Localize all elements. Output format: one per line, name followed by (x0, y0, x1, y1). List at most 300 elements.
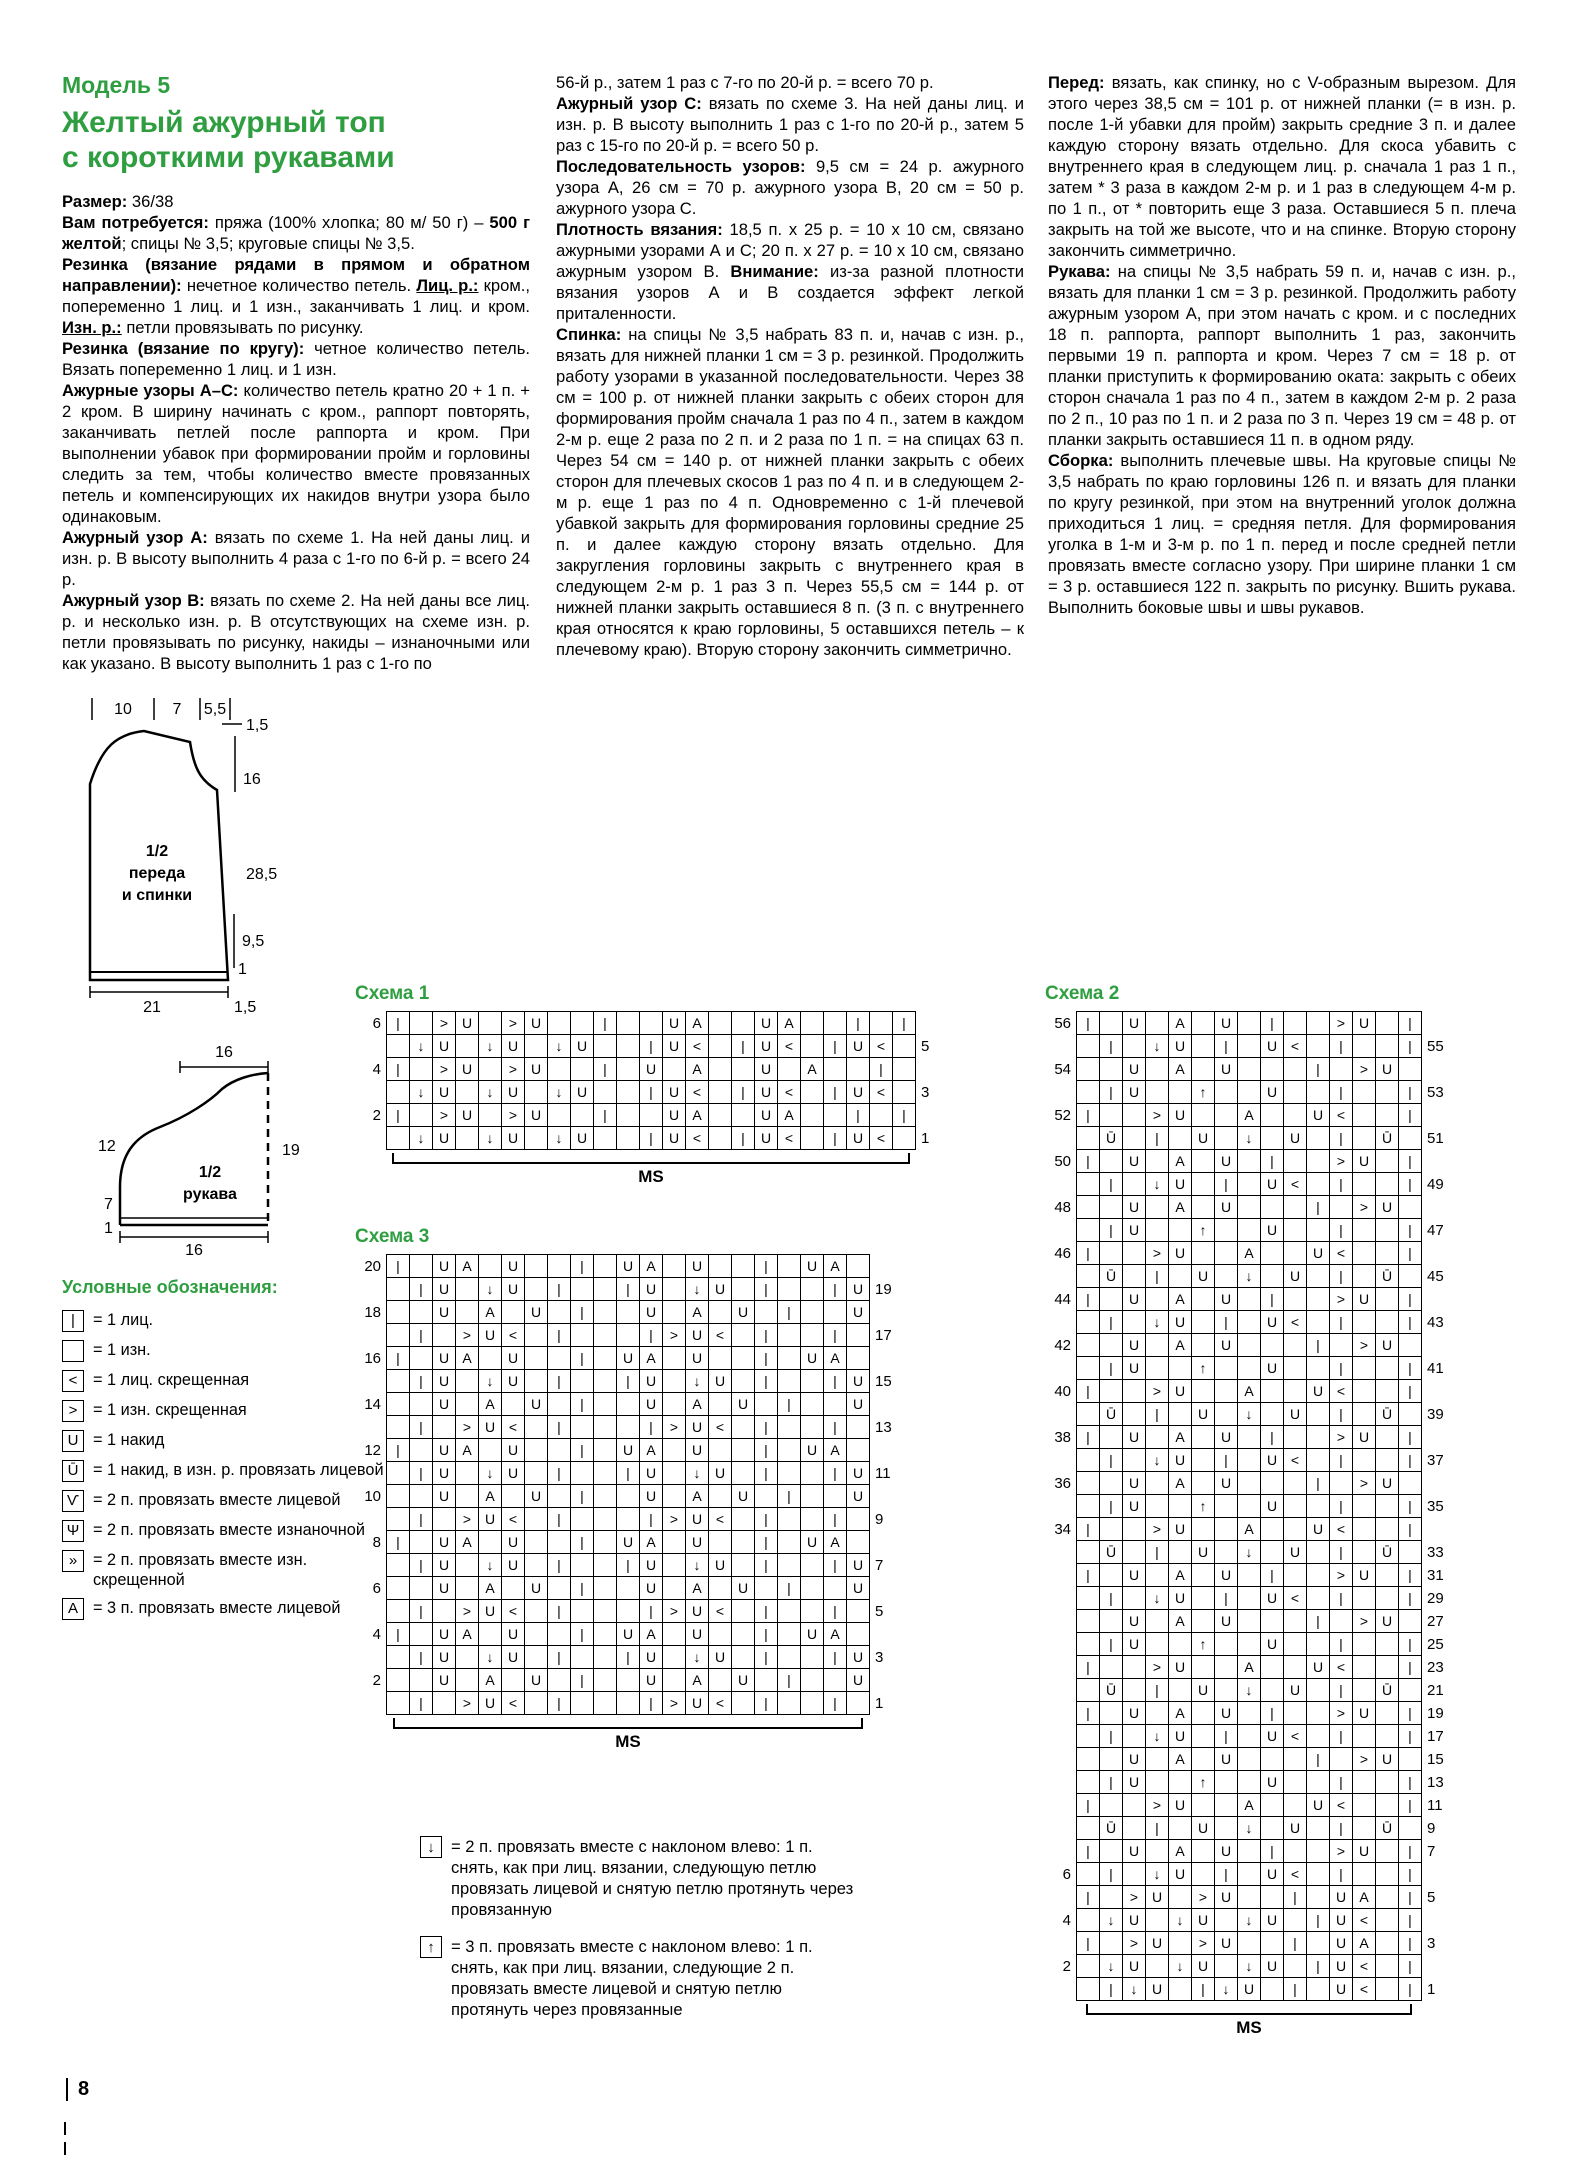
chart-cell (616, 1103, 640, 1127)
chart-cell: U (524, 1576, 548, 1600)
chart-cell (547, 1392, 571, 1416)
chart-cell: U (1329, 1954, 1353, 1978)
chart-cell (662, 1576, 686, 1600)
chart-cell: | (1283, 1977, 1307, 2001)
chart-cell: < (1329, 1103, 1353, 1127)
chart-cell: < (1283, 1448, 1307, 1472)
chart-cell: | (754, 1691, 778, 1715)
ms-label: MS (638, 1167, 664, 1186)
row-number-right: 5 (1427, 1888, 1436, 1906)
chart-cell: | (1329, 1770, 1353, 1794)
chart-cell: U (570, 1126, 594, 1150)
paragraph (556, 219, 1024, 324)
chart-cell: | (1398, 1793, 1422, 1817)
chart-cell (386, 1599, 410, 1623)
chart-cell (547, 1103, 571, 1127)
chart-cell: A (1352, 1885, 1376, 1909)
chart-cell (501, 1668, 525, 1692)
chart-cell: | (1214, 1862, 1238, 1886)
row-number-right: 11 (875, 1464, 891, 1482)
chart-cell (731, 1530, 755, 1554)
chart-cell (892, 1126, 916, 1150)
chart-cell: | (1398, 1103, 1422, 1127)
chart-cell (1214, 1241, 1238, 1265)
chart-cell (1260, 1103, 1284, 1127)
chart-row (1045, 1701, 1453, 1725)
chart-cell (1145, 1080, 1169, 1104)
chart-cell: U (570, 1034, 594, 1058)
chart-cell: ↓ (1145, 1172, 1169, 1196)
chart-cell: U (1122, 1080, 1146, 1104)
chart-cell (1076, 1494, 1100, 1518)
chart-row (355, 1530, 901, 1554)
chart-cell: U (1260, 1908, 1284, 1932)
text-run: Резинка (вязание по кругу): (62, 339, 315, 358)
chart-cell (1306, 1011, 1330, 1035)
chart-cell: | (1214, 1448, 1238, 1472)
chart-cell: > (455, 1599, 479, 1623)
chart-cell: ↓ (1145, 1310, 1169, 1334)
chart-cell (731, 1622, 755, 1646)
chart-cells (1076, 1954, 1422, 1978)
title-line1: Желтый ажурный топ (62, 106, 386, 139)
chart-cell: | (1076, 1241, 1100, 1265)
chart-cell: U (432, 1576, 456, 1600)
chart-cell: ↓ (478, 1277, 502, 1301)
chart-cell: < (1283, 1172, 1307, 1196)
chart-cell: | (1076, 1517, 1100, 1541)
chart-cell (1191, 1517, 1215, 1541)
chart-cell (1099, 1149, 1123, 1173)
chart-cell: | (777, 1300, 801, 1324)
chart-cell: U (639, 1369, 663, 1393)
chart-cell (892, 1057, 916, 1081)
chart-cell (409, 1622, 433, 1646)
chart-cell (1076, 1310, 1100, 1334)
legend-note-text: = 2 п. провязать вместе с наклоном влево: 1 п. снять, как при лиц. вязании, следующую петлю провязать лицевой и снятую петлю протянуть через провязанную (451, 1837, 854, 1919)
chart-cell (1329, 1195, 1353, 1219)
chart-row (1045, 1632, 1453, 1656)
chart-cell: < (1283, 1724, 1307, 1748)
chart-cell (846, 1622, 870, 1646)
chart-cell: | (570, 1668, 594, 1692)
chart-cell: | (754, 1553, 778, 1577)
chart-cell: A (455, 1530, 479, 1554)
chart-cells (1076, 1011, 1422, 1035)
chart-cell (455, 1126, 479, 1150)
chart-cell: U (1352, 1563, 1376, 1587)
chart-cell: U (731, 1668, 755, 1692)
text-run: 500 г желтой (62, 213, 530, 253)
chart-cell (1145, 1908, 1169, 1932)
chart-cell: U (1145, 1885, 1169, 1909)
chart-cell (1260, 1195, 1284, 1219)
chart-cell (1122, 1678, 1146, 1702)
chart-cell (1237, 1563, 1261, 1587)
chart-cell (708, 1103, 732, 1127)
chart-cell: > (1145, 1655, 1169, 1679)
chart-cell (1122, 1241, 1146, 1265)
chart-cell: U (731, 1576, 755, 1600)
symbol-box: < (62, 1370, 84, 1392)
text-run: Рукава: (1048, 262, 1118, 281)
chart-cell (639, 1011, 663, 1035)
chart-cell: < (777, 1034, 801, 1058)
chart-cell (1099, 1839, 1123, 1863)
chart-cell (662, 1254, 686, 1278)
chart-cell (1375, 1563, 1399, 1587)
legend-item (62, 1598, 402, 1620)
row-number-left: 6 (372, 1579, 381, 1597)
chart-cell (1375, 1310, 1399, 1334)
row-number-right: 29 (1427, 1589, 1444, 1607)
chart-cell: Ū (1375, 1540, 1399, 1564)
chart-cell: U (1168, 1586, 1192, 1610)
chart-cell: < (1283, 1586, 1307, 1610)
chart-cell (593, 1323, 617, 1347)
chart-cell (1375, 1103, 1399, 1127)
chart-cell (708, 1126, 732, 1150)
ms-line (393, 1719, 863, 1729)
chart-cell (1168, 1632, 1192, 1656)
text-run: 9,5 см = 24 р. ажурного узора А, 26 см = 70 р. ажурного узора В, 20 см = 50 р. ажурного узора С. (556, 157, 1024, 218)
chart-cell: U (478, 1507, 502, 1531)
chart-cell: < (708, 1507, 732, 1531)
chart-cell (1214, 1954, 1238, 1978)
crop-mark (64, 2142, 66, 2155)
chart-grid (355, 1254, 901, 1715)
chart-cell (1076, 1609, 1100, 1633)
chart-cell (386, 1507, 410, 1531)
chart-cell: | (754, 1369, 778, 1393)
chart-cell: U (1283, 1126, 1307, 1150)
text-run: Ажурные узоры А–С: (62, 381, 244, 400)
chart-cell: ↓ (685, 1369, 709, 1393)
chart-cell (1076, 1632, 1100, 1656)
chart-cell: U (1214, 1747, 1238, 1771)
row-number-left: 38 (1054, 1428, 1071, 1446)
symbol-box: U (62, 1430, 84, 1452)
chart-cell (662, 1484, 686, 1508)
chart-cell: | (1398, 1172, 1422, 1196)
chart-cell: | (1145, 1126, 1169, 1150)
chart-cell: U (1214, 1931, 1238, 1955)
chart-cell (1145, 1287, 1169, 1311)
symbol-box: > (62, 1400, 84, 1422)
chart-cell (1214, 1264, 1238, 1288)
chart-row (1045, 1678, 1453, 1702)
chart-cell (1329, 1609, 1353, 1633)
row-number-right: 3 (1427, 1934, 1436, 1952)
chart-cell: | (639, 1323, 663, 1347)
chart-row (355, 1645, 901, 1669)
chart-cell: U (432, 1277, 456, 1301)
chart-cell: ↓ (478, 1034, 502, 1058)
chart-cell (1306, 1034, 1330, 1058)
chart-cell: | (547, 1461, 571, 1485)
chart-cell: U (616, 1622, 640, 1646)
chart-cell: > (1329, 1011, 1353, 1035)
chart-row (1045, 1103, 1453, 1127)
chart-cell: | (823, 1599, 847, 1623)
chart-cell: | (777, 1484, 801, 1508)
chart-cell: | (1099, 1862, 1123, 1886)
chart-cell (1237, 1494, 1261, 1518)
chart-cell (777, 1415, 801, 1439)
chart-cell (478, 1346, 502, 1370)
chart-cell (1329, 1747, 1353, 1771)
chart-cell: U (1122, 1471, 1146, 1495)
legend-text: = 2 п. провязать вместе лицевой (93, 1491, 341, 1509)
chart-cell (731, 1277, 755, 1301)
chart-row (1045, 1724, 1453, 1748)
chart-cell: > (1352, 1609, 1376, 1633)
chart-cell: A (1168, 1287, 1192, 1311)
chart-cell (455, 1392, 479, 1416)
chart-cells (1076, 1931, 1422, 1955)
chart-cell: A (1168, 1563, 1192, 1587)
symbol-box: ↑ (420, 1936, 442, 1958)
chart-cell (731, 1369, 755, 1393)
chart-cell (1168, 1816, 1192, 1840)
chart-cell (1145, 1609, 1169, 1633)
chart-cell: < (1329, 1793, 1353, 1817)
row-number-right: 3 (921, 1083, 930, 1101)
legend-item (62, 1550, 402, 1590)
chart-cell (1283, 1241, 1307, 1265)
chart-cells (1076, 1586, 1422, 1610)
chart-row (1045, 1425, 1453, 1449)
paragraph (62, 338, 530, 380)
chart-cell: | (1398, 1586, 1422, 1610)
chart-cell: U (1260, 1724, 1284, 1748)
chart-cell: U (478, 1415, 502, 1439)
chart-cell: | (1099, 1448, 1123, 1472)
chart-cell (1191, 1839, 1215, 1863)
chart-cell (1398, 1747, 1422, 1771)
chart-cell: | (1145, 1264, 1169, 1288)
chart-cell (1076, 1770, 1100, 1794)
chart-cell (593, 1668, 617, 1692)
chart-cell (1168, 1126, 1192, 1150)
chart-cell: ↓ (478, 1461, 502, 1485)
page-title (62, 105, 530, 175)
chart-cell (1191, 1609, 1215, 1633)
chart-cell (1375, 1954, 1399, 1978)
chart-cell: U (846, 1034, 870, 1058)
chart-cell (1398, 1678, 1422, 1702)
chart-cell: U (685, 1323, 709, 1347)
chart-cell (1191, 1310, 1215, 1334)
chart-cell: | (1306, 1471, 1330, 1495)
text-run: на спицы № 3,5 набрать 83 п. и, начав с изн. р., вязать для нижней планки 1 см = 3 р. резинкой. Продолжить работу узорами в указанной последовательности. Через 38 см = 100 р. от нижней планки закрыть с обеих сторон для формирования пройм сначала 1 раз по 4 п., затем в каждом 2-м р. еще 2 раза по 2 п. и 2 раза по 1 п. = на спицах 63 п. Через 54 см = 140 р. от нижней планки закрыть с обеих сторон для плечевых скосов 1 раз по 4 п. и в следующем 2-м р. еще 1 раз по 4 п. Одновременно с 1-й плечевой убавкой закрыть для формирования горловины средние 25 п. и далее каждую сторону вязать отдельно. Для закругления горловины закрыть с внутреннего края в следующем 2-м р. 1 раз 3 п. Через 55,5 см = 144 р. от нижней планки закрыть оставшиеся 8 п. (3 п. с внутреннего края относятся к краю горловины, 5 оставшихся петель – к плечевому краю). Вторую сторону закончить симметрично. (556, 325, 1024, 659)
legend-item (62, 1520, 402, 1542)
text-run: вязать по схеме 2. На ней даны все лиц. р. и несколько изн. р. В отсутствующих на схеме изн. р. петли провязывать по рисунку, накиды – изнаночными или как указано. В высоту выполнить 1 раз с 1-го по (62, 591, 531, 673)
chart-cell (1375, 1586, 1399, 1610)
chart-cell: | (1398, 1356, 1422, 1380)
chart-cell: Ū (1375, 1816, 1399, 1840)
chart-row (355, 1126, 947, 1150)
chart-cell (1237, 1724, 1261, 1748)
chart-cell (1306, 1126, 1330, 1150)
chart-title: Схема 2 (1045, 983, 1120, 1004)
sleeve-label-1: 1/2 (198, 1164, 222, 1181)
chart-row (1045, 1080, 1453, 1104)
chart-cell: | (1306, 1057, 1330, 1081)
chart-cell: U (1283, 1678, 1307, 1702)
chart-cell (1214, 1379, 1238, 1403)
chart-cell (1260, 1264, 1284, 1288)
chart-cell: U (846, 1369, 870, 1393)
chart-cell (846, 1323, 870, 1347)
chart-cell: > (1122, 1885, 1146, 1909)
chart-cell (1306, 1632, 1330, 1656)
chart-cell (662, 1346, 686, 1370)
row-number-left: 40 (1054, 1382, 1071, 1400)
chart-cell (1283, 1908, 1307, 1932)
legend-item (62, 1460, 402, 1482)
chart-cell: > (662, 1415, 686, 1439)
chart-cells (1076, 1379, 1422, 1403)
chart-cell (708, 1080, 732, 1104)
chart-cell: | (593, 1011, 617, 1035)
chart-cell: > (1352, 1333, 1376, 1357)
chart-cell (1145, 1333, 1169, 1357)
chart-cell: | (754, 1461, 778, 1485)
chart-row (1045, 1126, 1453, 1150)
chart-cell (524, 1530, 548, 1554)
chart-cell: U (1214, 1839, 1238, 1863)
chart-cells (386, 1277, 870, 1301)
chart-cell: > (1352, 1195, 1376, 1219)
chart-cell: | (639, 1691, 663, 1715)
chart-cell: > (432, 1057, 456, 1081)
chart-row (1045, 1241, 1453, 1265)
paragraph (556, 324, 1024, 660)
chart-cell (547, 1484, 571, 1508)
chart-cells (1076, 1448, 1422, 1472)
chart-cell: ↓ (1168, 1954, 1192, 1978)
symbol-box: Ψ (62, 1520, 84, 1542)
legend-text: = 3 п. провязать вместе лицевой (93, 1599, 341, 1617)
chart-cell: | (1398, 1310, 1422, 1334)
chart-cell (1283, 1793, 1307, 1817)
chart-cell (800, 1645, 824, 1669)
chart-cell: U (432, 1645, 456, 1669)
text-run: из-за разной плотности вязания узоров А и В создается эффект легкой приталенности. (556, 262, 1024, 323)
chart-cell: | (409, 1553, 433, 1577)
chart-cell: > (432, 1011, 456, 1035)
chart-cells (386, 1645, 870, 1669)
chart-cell (1191, 1011, 1215, 1035)
chart-cell (1191, 1793, 1215, 1817)
chart-grid (1045, 1011, 1453, 2001)
measure-shoulder: 7 (172, 701, 182, 718)
chart-cell: U (1122, 1609, 1146, 1633)
chart-cell: A (478, 1576, 502, 1600)
chart-cell: | (1398, 1517, 1422, 1541)
chart-cell: U (1122, 1747, 1146, 1771)
chart-cell (1145, 1747, 1169, 1771)
chart-cell: U (708, 1277, 732, 1301)
chart-cell: A (685, 1484, 709, 1508)
chart-cell (1076, 1977, 1100, 2001)
chart-cell (386, 1691, 410, 1715)
chart-cells (1076, 1908, 1422, 1932)
chart-cell: | (616, 1645, 640, 1669)
chart-cell: U (478, 1691, 502, 1715)
legend-text: = 1 накид (93, 1431, 165, 1449)
chart-row (1045, 1149, 1453, 1173)
chart-row (355, 1346, 901, 1370)
chart-cells (386, 1057, 916, 1081)
chart-cell (616, 1484, 640, 1508)
chart-cell (1375, 1149, 1399, 1173)
chart-cell: | (1329, 1172, 1353, 1196)
chart-cell: ↓ (1145, 1862, 1169, 1886)
chart-cell (1122, 1126, 1146, 1150)
chart-cell: U (1375, 1333, 1399, 1357)
chart-cell (1099, 1241, 1123, 1265)
chart-cell (1076, 1218, 1100, 1242)
text-run: на спицы № 3,5 набрать 59 п. и, начав с изн. р., вязать для планки 1 см = 3 р. резинкой. Продолжить работу ажурным узором А, при этом начать с кром. и с последних 18 п. раппорта, раппорт выполнить 1 раз, закончить первыми 19 п. раппорта и кром. Через 7 см = 18 р. от планки приступить к формированию оката: закрыть с обеих сторон сначала 1 раз по 4 п., затем в каждом 2-м р. 2 раза по 2 п., 10 раз по 1 п. и 2 раза по 3 п. Через 19 см = 48 р. от планки закрыть оставшиеся 11 п. в одном ряду. (1048, 262, 1516, 449)
chart-cell (823, 1057, 847, 1081)
chart-cell (1375, 1517, 1399, 1541)
chart-cell (1214, 1080, 1238, 1104)
text-run: Плотность вязания: (556, 220, 730, 239)
chart-cell (1099, 1655, 1123, 1679)
chart-cell (777, 1530, 801, 1554)
chart-cell (570, 1553, 594, 1577)
chart-cell: > (1329, 1839, 1353, 1863)
chart-cell: | (386, 1622, 410, 1646)
chart-cell: < (708, 1599, 732, 1623)
chart-cell: U (432, 1553, 456, 1577)
chart-row (1045, 1034, 1453, 1058)
chart-cell (754, 1392, 778, 1416)
instructions-column-2 (556, 72, 1024, 660)
chart-cell (524, 1369, 548, 1393)
paragraph (1048, 450, 1516, 618)
row-number-left: 4 (372, 1625, 381, 1643)
chart-cell (455, 1277, 479, 1301)
chart-cell: | (1145, 1540, 1169, 1564)
chart-cell (1145, 1770, 1169, 1794)
chart-row (355, 1691, 901, 1715)
text-run: Сборка: (1048, 451, 1121, 470)
row-number-right: 17 (1427, 1727, 1444, 1745)
chart-cells (1076, 1609, 1422, 1633)
chart-cell (547, 1254, 571, 1278)
chart-cell (800, 1103, 824, 1127)
row-number-right: 39 (1427, 1405, 1444, 1423)
chart-cell: U (501, 1277, 525, 1301)
chart-cell: U (524, 1103, 548, 1127)
chart-cell (1122, 1103, 1146, 1127)
chart-cell: | (754, 1346, 778, 1370)
chart-cell (1283, 1609, 1307, 1633)
chart-row (1045, 1793, 1453, 1817)
chart-cell (386, 1323, 410, 1347)
chart-row (1045, 1218, 1453, 1242)
chart-cell (1122, 1310, 1146, 1334)
chart-row (1045, 1448, 1453, 1472)
chart-cell (409, 1103, 433, 1127)
legend-text: = 2 п. провязать вместе изнаночной (93, 1521, 365, 1539)
chart-cell (1237, 1172, 1261, 1196)
chart-cell: ↑ (1191, 1494, 1215, 1518)
chart-cell: U (662, 1034, 686, 1058)
